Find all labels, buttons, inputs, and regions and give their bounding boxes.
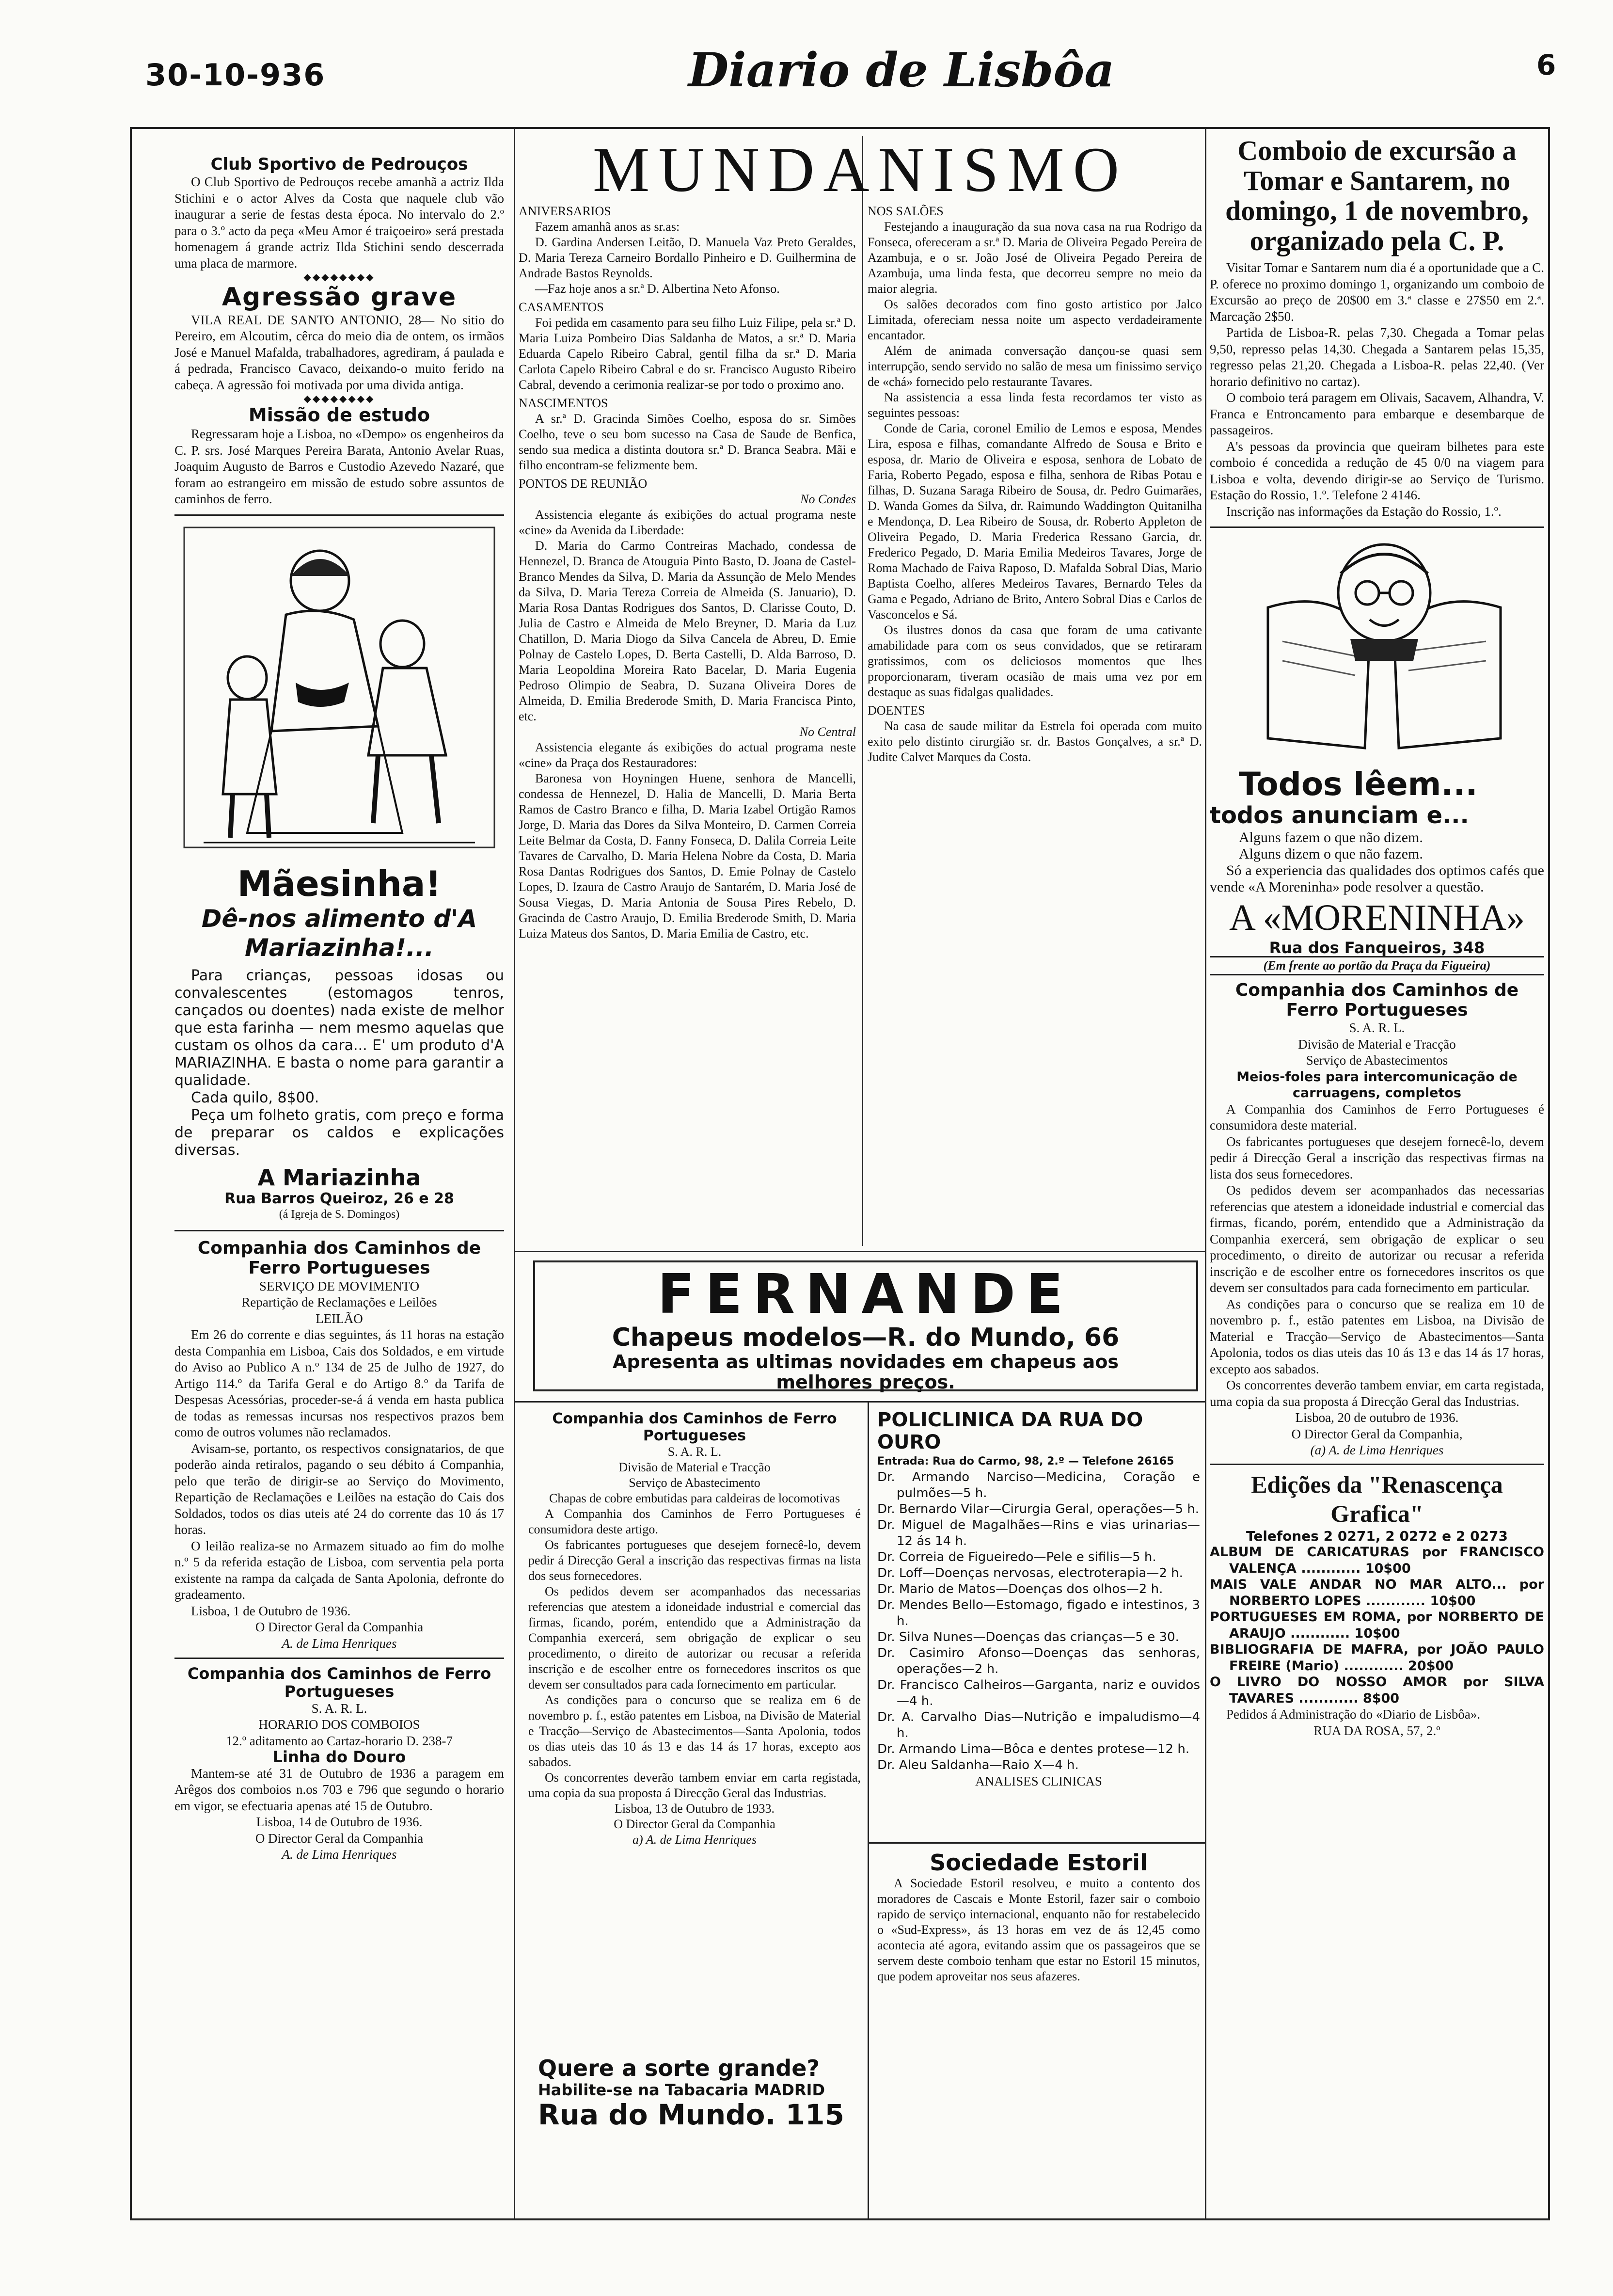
saloes-p2: Os salões decorados com fino gosto artistico por Jalco Limitada, ofereciam nessa noite um aspecto verdadeiramente encantador. xyxy=(868,297,1202,342)
cp-leilao-department: Repartição de Reclamações e Leilões xyxy=(241,1295,437,1310)
cp-leilao-label: LEILÃO xyxy=(316,1311,363,1326)
policlinica-entry: Entrada: Rua do Carmo, 98, 2.º — Telefone 26165 xyxy=(877,1455,1174,1467)
mariazinha-note: (á Igreja de S. Domingos) xyxy=(279,1208,400,1221)
cp-chapas-p1: A Companhia dos Caminhos de Ferro Portugueses é consumidora deste artigo. xyxy=(528,1507,861,1536)
section-rule xyxy=(515,1251,1205,1252)
cp-horario-heading: HORARIO DOS COMBOIOS xyxy=(258,1717,420,1732)
mundanismo-title: MUNDANISMO xyxy=(592,134,1128,205)
estoril-title: Sociedade Estoril xyxy=(930,1850,1148,1876)
missao-title: Missão de estudo xyxy=(248,404,430,426)
moreninha-line-2: Alguns dizem o que não fazem. xyxy=(1239,845,1423,862)
pontos-location-central: No Central xyxy=(799,725,856,739)
page-number: 6 xyxy=(1536,48,1556,81)
cp-leilao-p1: Em 26 do corrente e dias seguintes, ás 11 horas na estação desta Companhia em Lisboa, Cais dos Soldados, e em virtude do Aviso ao Publico A n.º 134 de 25 de Julho de 1927, do Artigo 114.º da Tarifa Geral e do Artigo 8.º da Tarifa de Despesas Acessórias, proceder-se-á á venda em hasta publica de todas as remessas incursas nos respectivos prazos bem como de outros volumes não reclamados. xyxy=(174,1327,504,1440)
pontos-condes-list: D. Maria do Carmo Contreiras Machado, condessa de Hennezel, D. Branca de Atouguia Pinto Basto, D. Joana de Castel-Branco Mendes da Silva, D. Maria da Assunção de Melo Mendes da Silva, D. Maria Tereza Correia de Almeida (S. Januario), D. Maria Rosa Dantas Rodrigues dos Santos, D. Clarisse Couto, D. Julia de Castro e Almeida de Melo Breyner, D. Maria da Luz Chatillon, D. Maria Diogo da Silva Cancela de Abreu, D. Emie Polnay de Castelo Lopes, D. Berta Castelli, D. Alda Barroso, D. Maria Leopoldina Moreira Rato Bacelar, D. Maria Eugenia Pedroso Olimpio de Seabra, D. Suzana Oliveira Dores de Almeida, D. Emilia Brederode Smith, D. Maria Francisca Pinto, etc. xyxy=(519,539,856,723)
cp-chapas-division: Divisão de Material e Tracção xyxy=(618,1460,771,1474)
fernande-tagline: Apresenta as ultimas novidades em chapeus aos melhores preços. xyxy=(612,1351,1119,1393)
saloes-p4: Na assistencia a essa linda festa recordamos ter visto as seguintes pessoas: xyxy=(868,390,1202,420)
estoril-text: A Sociedade Estoril resolveu, e muito a contento dos moradores de Cascais e Monte Estoril, fazer sair o comboio rapido de serviço internacional, enquanto não for restabelecido o «Sud-Express», ás 13 horas em vez de ás 12,45 como acontecia até agora, evitando assim que os passageiros que se servem deste comboio tenham que estar no Estoril 15 minutos, que podem aproveitar nos seus afazeres. xyxy=(877,1876,1200,1983)
policlinica-doctor: Dr. Correia de Figueiredo—Pele e sifilis—5 h. xyxy=(877,1550,1156,1564)
cp-foles-sarl: S. A. R. L. xyxy=(1349,1020,1405,1036)
cp-chapas-item: Chapas de cobre embutidas para caldeiras de locomotivas xyxy=(549,1491,840,1505)
cp-foles-p3: Os pedidos devem ser acompanhados das necessarias referencias que atestem a idoneidade industrial e comercial das firmas, ficando, porém, entendido que a Administração da Companhia exercerá, sem obrigação de explicar o seu procedimento, o direito de autorizar ou recusar a referida inscrição e de escolher entre os fornecedores inscritos os que devem ser consultados para cada fornecimento em particular. xyxy=(1210,1183,1544,1295)
moreninha-address: Rua dos Fanqueiros, 348 xyxy=(1269,938,1485,957)
policlinica-doctor: Dr. Francisco Calheiros—Garganta, nariz e ouvidos—4 h. xyxy=(877,1678,1200,1708)
cp-leilao-signature: A. de Lima Henriques xyxy=(282,1636,397,1651)
cp-foles-p1: A Companhia dos Caminhos de Ferro Portugueses é consumidora deste material. xyxy=(1210,1101,1544,1133)
section-rule xyxy=(174,1658,504,1659)
cp-horario-title: Companhia dos Caminhos de Ferro Portugueses xyxy=(187,1664,491,1701)
section-rule xyxy=(174,514,504,516)
cp-foles-p4: As condições para o concurso que se realiza em 10 de novembro p. f., estão patentes em Lisboa, na Divisão de Material e Tracção—Serviço de Abastecimentos—Santa Apolonia, todos os dias uteis das 10 ás 13 e das 14 ás 17 horas, excepto aos sabados. xyxy=(1210,1296,1544,1376)
cp-chapas-signature: a) A. de Lima Henriques xyxy=(633,1833,757,1847)
cp-chapas-sarl: S. A. R. L. xyxy=(667,1445,722,1459)
edicoes-title: Edições da "Renascença Grafica" xyxy=(1251,1470,1503,1527)
aniversarios-today: —Faz hoje anos a sr.ª D. Albertina Neto Afonso. xyxy=(535,282,780,296)
agressao-title: Agressão grave xyxy=(221,283,457,312)
column-rule xyxy=(868,1401,869,2218)
cp-chapas-service: Serviço de Abastecimento xyxy=(629,1476,760,1490)
comboio-p5: Inscrição nas informações da Estação do Rossio, 1.º. xyxy=(1226,504,1502,519)
comboio-p4: A's pessoas da provincia que queiram bilhetes para este comboio é concedida a redução de 45 0/0 na viagem para Lisboa e volta, devendo dirigir-se ao Serviço de Turismo. Estação do Rossio, 1.º. Telefone 2 4146. xyxy=(1210,439,1544,502)
policlinica-footer: ANALISES CLINICAS xyxy=(975,1774,1102,1788)
policlinica-doctor: Dr. Bernardo Vilar—Cirurgia Geral, operações—5 h. xyxy=(877,1502,1200,1516)
comboio-p2: Partida de Lisboa-R. pelas 7,30. Chegada a Tomar pelas 9,50, represso pelas 14,30. Chegada a Santarem pelas 15,35, regresso pelas 21,20. Chegada a Lisboa-R. pelas 22,40. (Ver horario definitivo no cartaz). xyxy=(1210,325,1544,389)
cp-chapas-notice xyxy=(528,1411,861,2051)
policlinica-doctor: Dr. Silva Nunes—Doenças das crianças—5 e 30. xyxy=(877,1630,1179,1644)
estoril-notice xyxy=(877,1850,1200,2209)
policlinica-title: POLICLINICA DA RUA DO OURO xyxy=(877,1409,1143,1453)
edicoes-order: Pedidos á Administração do «Diario de Lisbôa». xyxy=(1226,1707,1481,1722)
policlinica-doctor: Dr. Mendes Bello—Estomago, figado e intestinos, 3 h. xyxy=(877,1598,1200,1628)
pontos-location-condes: No Condes xyxy=(800,492,856,506)
fernande-address: Chapeus modelos—R. do Mundo, 66 xyxy=(612,1323,1120,1352)
nascimentos-heading: NASCIMENTOS xyxy=(519,396,608,410)
nascimentos-text: A sr.ª D. Gracinda Simões Coelho, esposa do sr. Simões Coelho, teve o seu bom sucesso na Casa de Saude de Benfica, sendo sua medica a distinta doutora sr.ª D. Branca Seabra. Mãi e filho encontram-se felizmente bem. xyxy=(519,412,856,472)
cp-leilao-signatory: O Director Geral da Companhia xyxy=(255,1620,424,1635)
cp-chapas-p4: As condições para o concurso que se realiza em 6 de novembro p. f., estão patentes em Lisboa, na Divisão de Material e Tracção—Serviço de Abastecimentos—Santa Apolonia, todos os dias uteis das 10 ás 13 e das 14 ás 17 horas, excepto aos sabados. xyxy=(528,1693,861,1769)
cp-horario-signature: A. de Lima Henriques xyxy=(282,1847,397,1862)
policlinica-ad xyxy=(877,1409,1200,1835)
saloes-p6: Os ilustres donos da casa que foram de uma cativante amabilidade para com os seus convidados, que se retiraram gratissimos, com os deliciosos momentos que lhes proporcionaram, tiveram ocasião de mais uma vez por em destaque as suas fidalgas qualidades. xyxy=(868,623,1202,699)
cp-foles-division: Divisão de Material e Tracção xyxy=(1298,1036,1456,1052)
policlinica-doctor: Dr. Armando Narciso—Medicina, Coração e pulmões—5 h. xyxy=(877,1470,1200,1500)
moreninha-brand: A «MORENINHA» xyxy=(1229,897,1525,938)
cp-chapas-p2: Os fabricantes portugueses que desejem fornecê-lo, devem pedir á Direcção Geral a inscrição das respectivas firmas na lista dos seus fornecedores. xyxy=(528,1538,861,1583)
cp-foles-date: Lisboa, 20 de outubro de 1936. xyxy=(1295,1410,1459,1425)
masthead: Diario de Lisbôa xyxy=(688,43,1115,97)
mariazinha-shop: A Mariazinha xyxy=(257,1164,421,1191)
moreninha-headline-1: Todos lêem... xyxy=(1239,765,1478,803)
cp-foles-signature: (a) A. de Lima Henriques xyxy=(1310,1443,1444,1458)
comboio-p3: O comboio terá paragem em Olivais, Sacavem, Alhandra, V. Franca e Entroncamento para embarque e desembarque de passageiros. xyxy=(1210,390,1544,437)
cp-leilao-date: Lisboa, 1 de Outubro de 1936. xyxy=(191,1603,351,1618)
mundanismo-column-right xyxy=(868,204,1202,1246)
sorte-grande-ad xyxy=(538,2056,868,2133)
ornament-divider: ◆◆◆◆◆◆◆◆ xyxy=(303,272,375,283)
cp-horario-line: Linha do Douro xyxy=(272,1748,406,1767)
fernande-brand: FERNANDE xyxy=(657,1263,1074,1326)
comboio-p1: Visitar Tomar e Santarem num dia é a oportunidade que a C. P. oferece no proximo domingo 1, organizando um comboio de Excursão ao preço de 20$00 em 3.ª classe e 27$50 em 2.ª. Marcação 2$50. xyxy=(1210,260,1544,324)
edicoes-address: RUA DA ROSA, 57, 2.º xyxy=(1313,1723,1440,1738)
club-text: O Club Sportivo de Pedrouços recebe amanhã a actriz Ilda Stichini e o actor Alves da Costa que naquele club vão inaugurar a serie de festas desta época. No intervalo do 2.º para o 3.º acto da peça «Meu Amor é traiçoeiro» será prestada homenagem á grande actriz Ilda Stichini sendo descerrada uma placa de marmore. xyxy=(174,175,504,271)
pontos-central-list: Baronesa von Hoyningen Huene, senhora de Mancelli, condessa de Hennezel, D. Halia de Mancelli, D. Maria Berta Ramos de Castro Branco e filha, D. Maria Izabel Ortigão Ramos Jorge, D. Maria das Dores da Silva Monteiro, D. Carmen Correia Leite Belmar da Costa, D. Fanny Fonseca, D. Dalila Correia Leite Tavares de Carvalho, D. Maria Helena Nobre da Costa, D. Maria Rosa Dantas Rodrigues dos Santos, D. Emie Polnay de Castelo Lopes, D. Izaura de Castro Araujo de Santarém, D. Maria José de Sousa Viegas, D. Maria Antonia de Sousa Pires Rebelo, D. Gracinda de Castro Araujo, D. Emilia Brederode Smith, D. Maria Luiza Mateus dos Santos, D. Maria Emilia de Castro, etc. xyxy=(519,771,856,941)
section-rule xyxy=(515,1401,1205,1403)
edicoes-book: PORTUGUESES EM ROMA, por NORBERTO DE ARAUJO ............ 10$00 xyxy=(1210,1610,1544,1641)
maesinha-text: Para crianças, pessoas idosas ou convalescentes (estomagos tenros, cançados ou doentes) nada existe de melhor que esta farinha — nem mesmo aquelas que custam os olhos da cara... E' um produto d'A MARIAZINHA. E basta o nome para garantir a qualidade. xyxy=(174,967,504,1089)
saloes-p1: Festejando a inauguração da sua nova casa na rua Rodrigo da Fonseca, ofereceram a sr.ª D. Maria de Oliveira Pegado Pereira de Azambuja, e o sr. João José de Oliveira Pegado Pereira de Azambuja, uma linda festa, que decorreu sempre no meio da maior alegria. xyxy=(868,220,1202,296)
policlinica-doctor: Dr. Armando Lima—Bôca e dentes protese—12 h. xyxy=(877,1742,1190,1756)
cp-horario-addendum: 12.º aditamento ao Cartaz-horario D. 238-7 xyxy=(226,1733,453,1748)
cp-chapas-p5: Os concorrentes deverão tambem enviar em carta registada, uma copia da sua proposta á Direcção Geral das Industrias. xyxy=(528,1770,861,1800)
policlinica-doctor: Dr. Casimiro Afonso—Doenças das senhoras, operações—2 h. xyxy=(877,1646,1200,1676)
maesinha-subtitle: Dê-nos alimento d'A Mariazinha!... xyxy=(201,904,477,962)
policlinica-doctor: Dr. A. Carvalho Dias—Nutrição e impaludismo—4 h. xyxy=(877,1710,1200,1740)
pontos-heading: PONTOS DE REUNIÃO xyxy=(519,477,648,491)
cp-horario-p1: Mantem-se até 31 de Outubro de 1936 a paragem em Arêgos dos comboios n.os 703 e 796 que segundo o horario em vigor, se efectuaria apenas até 15 de Outubro. xyxy=(174,1766,504,1813)
policlinica-doctor: Dr. Aleu Saldanha—Raio X—4 h. xyxy=(877,1758,1079,1772)
edicoes-book: MAIS VALE ANDAR NO MAR ALTO... por NORBERTO LOPES ............ 10$00 xyxy=(1210,1577,1544,1609)
policlinica-doctor: Dr. Loff—Doenças nervosas, electroterapia—2 h. xyxy=(877,1566,1183,1580)
section-rule xyxy=(869,1842,1205,1844)
edicoes-phones: Telefones 2 0271, 2 0272 e 2 0273 xyxy=(1246,1528,1508,1544)
cp-foles-p5: Os concorrentes deverão tambem enviar, em carta registada, uma copia da sua proposta á Direcção Geral das Industrias. xyxy=(1210,1378,1544,1409)
column-1 xyxy=(174,155,504,2206)
moreninha-line-1: Alguns fazem o que não dizem. xyxy=(1239,829,1423,845)
aniversarios-list: D. Gardina Andersen Leitão, D. Manuela Vaz Preto Geraldes, D. Maria Tereza Carneiro Bordallo Pinheiro e D. Guilhermina de Andrade Bastos Reynolds. xyxy=(519,235,856,280)
sorte-shop: Habilite-se na Tabacaria MADRID xyxy=(538,2081,825,2099)
column-rule xyxy=(1205,127,1206,2218)
cp-foles-item: Meios-foles para intercomunicação de carruagens, completos xyxy=(1236,1069,1518,1101)
ornament-divider: ◆◆◆◆◆◆◆◆ xyxy=(303,394,375,405)
mariazinha-address: Rua Barros Queiroz, 26 e 28 xyxy=(224,1190,454,1207)
cp-chapas-p3: Os pedidos devem ser acompanhados das necessarias referencias que atestem a idoneidade industrial e comercial das firmas, ficando, porém, entendido que a Administração da Companhia exercerá, sem obrigação de explicar o seu procedimento, o direito de autorizar ou recusar a referida inscrição e de escolher entre os fornecedores inscritos os que devem ser consultados para cada fornecimento em particular. xyxy=(528,1584,861,1691)
pontos-central-intro: Assistencia elegante ás exibições do actual programa neste «cine» da Praça dos Restauradores: xyxy=(519,740,856,770)
cp-foles-signatory: O Director Geral da Companhia, xyxy=(1291,1426,1463,1441)
policlinica-list xyxy=(877,1469,1200,1773)
casamentos-heading: CASAMENTOS xyxy=(519,300,604,314)
cp-foles-service: Serviço de Abastecimentos xyxy=(1306,1053,1448,1068)
cp-horario-signatory: O Director Geral da Companhia xyxy=(255,1831,424,1846)
doentes-heading: DOENTES xyxy=(868,703,925,718)
section-rule xyxy=(1210,526,1544,528)
column-rule xyxy=(514,127,515,2218)
saloes-guests: Conde de Caria, coronel Emilio de Lemos e esposa, Mendes Lira, esposa e filhas, comandante Alfredo de Sousa e Brito e esposa, dr. Mario de Oliveira e esposa, senhora de Lobato de Faria, Roberto Pegado, esposa e filha, senhora de Ribas Potau e filhas, D. Suzana Saraga Ribeiro de Sousa, dr. Pedro Guimarães, D. Wanda Gomes da Silva, dr. Raimundo Waddington Quitanilha e Mendonça, D. Lea Ribeiro de Sousa, dr. Roberto Appleton de Oliveira Pegado, D. Maria Frederica Ressano Garcia, dr. Frederico Pegado, D. Maria Emilia Medeiros Tavares, Jorge de Roma Machado de Faiva Raposo, D. Mafalda Sobral Dias, Mario Baptista Coelho, alferes Medeiros Tavares, Bernardo Teles da Gama e Pegado, Adriano de Brito, Antero Sobral Dias e Carlos de Vasconcelos e Sá. xyxy=(868,421,1202,622)
missao-text: Regressaram hoje a Lisboa, no «Dempo» os engenheiros da C. P. srs. José Marques Pereira Barata, Antonio Avelar Ruas, Joaquim Augusto de Barros e Custodio Azevedo Nazaré, que foram ao estrangeiro em missão de estudo sobre assuntos de caminhos de ferro. xyxy=(174,427,504,507)
comboio-title: Comboio de excursão a Tomar e Santarem, no domingo, 1 de novembro, organizado pela C. P. xyxy=(1225,136,1529,256)
cp-leilao-p3: O leilão realiza-se no Armazem situado ao fim do molhe n.º 5 da referida estação de Lisboa, com serventia pela porta existente na rampa da calçada de Santa Apolonia, defronte do gradeamento. xyxy=(174,1538,504,1602)
cp-horario-sarl: S. A. R. L. xyxy=(311,1701,367,1716)
saloes-heading: NOS SALÕES xyxy=(868,204,944,218)
doentes-text: Na casa de saude militar da Estrela foi operada com muito exito pelo distinto cirurgião sr. dr. Bastos Gonçalves, a sr.ª D. Judite Calvet Marques da Costa. xyxy=(868,719,1202,764)
edicoes-book: O LIVRO DO NOSSO AMOR por SILVA TAVARES ............ 8$00 xyxy=(1210,1674,1544,1706)
fernande-ad xyxy=(533,1260,1198,1391)
cp-chapas-date: Lisboa, 13 de Outubro de 1933. xyxy=(614,1802,775,1816)
cp-leilao-title: Companhia dos Caminhos de Ferro Portugueses xyxy=(197,1238,481,1278)
issue-date: 30-10-936 xyxy=(145,57,326,93)
casamentos-text: Foi pedida em casamento para seu filho Luiz Filipe, pela sr.ª D. Maria Luiza Pombeiro Dias Saldanha de Matos, a sr.ª D. Maria Eduarda Capelo Ribeiro Cabral, gentil filha da sr.ª D. Maria Carlota Capelo Ribeiro Cabral e do sr. Francisco Augusto Ribeiro Cabral, devendo a cerimonia realizar-se por todo o proximo ano. xyxy=(519,316,856,392)
section-rule xyxy=(1210,1464,1544,1465)
agressao-text: VILA REAL DE SANTO ANTONIO, 28— No sitio do Pereiro, em Alcoutim, cêrca do meio dia de ontem, os irmãos José e Manuel Mafalda, trabalhadores, agrediram, á paulada e á pedrada, Francisco Cavaco, deixando-o muito ferido na cabeça. A agressão foi motivada por uma divida antiga. xyxy=(174,312,504,392)
policlinica-doctor: Dr. Miguel de Magalhães—Rins e vias urinarias—12 ás 14 h. xyxy=(877,1518,1200,1548)
man-reading-newspaper-illustration xyxy=(1210,535,1544,758)
maesinha-cta: Peça um folheto gratis, com preço e forma de preparar os caldos e explicações diversas. xyxy=(174,1106,504,1159)
policlinica-doctor: Dr. Mario de Matos—Doenças dos olhos—2 h. xyxy=(877,1582,1163,1596)
edicoes-book: ALBUM DE CARICATURAS por FRANCISCO VALENÇA ............ 10$00 xyxy=(1210,1545,1544,1576)
sorte-address: Rua do Mundo. 115 xyxy=(538,2098,844,2131)
cp-foles-p2: Os fabricantes portugueses que desejem fornecê-lo, devem pedir á Direcção Geral a inscrição das respectivas firmas na lista dos seus fornecedores. xyxy=(1210,1134,1544,1181)
edicoes-book: BIBLIOGRAFIA DE MAFRA, por JOÃO PAULO FREIRE (Mario) ............ 20$00 xyxy=(1210,1642,1544,1674)
column-rule xyxy=(862,136,863,1246)
edicoes-list xyxy=(1210,1544,1544,1706)
maesinha-title: Mãesinha! xyxy=(237,863,442,905)
saloes-p3: Além de animada conversação dançou-se quasi sem interrupção, sendo servido no salão de mesa um finissimo serviço de «chá» fornecido pelo restaurante Tavares. xyxy=(868,344,1202,389)
pontos-condes-intro: Assistencia elegante ás exibições do actual programa neste «cine» da Avenida da Liberdade: xyxy=(519,508,856,537)
maesinha-price: Cada quilo, 8$00. xyxy=(191,1089,319,1106)
cp-foles-title: Companhia dos Caminhos de Ferro Portugueses xyxy=(1235,980,1519,1020)
club-title: Club Sportivo de Pedrouços xyxy=(210,155,468,174)
section-rule xyxy=(174,1230,504,1231)
mother-children-illustration xyxy=(174,523,504,857)
cp-horario-date: Lisboa, 14 de Outubro de 1936. xyxy=(256,1815,423,1830)
cp-chapas-title: Companhia dos Caminhos de Ferro Portugueses xyxy=(552,1411,837,1444)
moreninha-headline-2: todos anunciam e... xyxy=(1210,802,1469,829)
column-4 xyxy=(1210,136,1544,2206)
moreninha-note: (Em frente ao portão da Praça da Figueira) xyxy=(1210,956,1544,975)
sorte-headline: Quere a sorte grande? xyxy=(538,2055,820,2081)
cp-leilao-p2: Avisam-se, portanto, os respectivos consignatarios, de que poderão ainda retiralos, pagando o seu débito á Companhia, pelo que terão de dirigir-se ao Serviço do Movimento, Repartição de Reclamações e Leilões na estação do Cais dos Soldados, todos os dias uteis até 24 do corrente das 10 ás 17 horas. xyxy=(174,1441,504,1537)
moreninha-line-3: Só a experiencia das qualidades dos optimos cafés que vende «A Moreninha» pode resolver a questão. xyxy=(1210,862,1544,895)
aniversarios-intro: Fazem amanhã anos as sr.as: xyxy=(535,220,680,234)
mundanismo-column-left xyxy=(519,204,856,1246)
cp-leilao-service: SERVIÇO DE MOVIMENTO xyxy=(259,1278,420,1293)
cp-chapas-signatory: O Director Geral da Companhia xyxy=(614,1817,775,1831)
aniversarios-heading: ANIVERSARIOS xyxy=(519,204,611,218)
